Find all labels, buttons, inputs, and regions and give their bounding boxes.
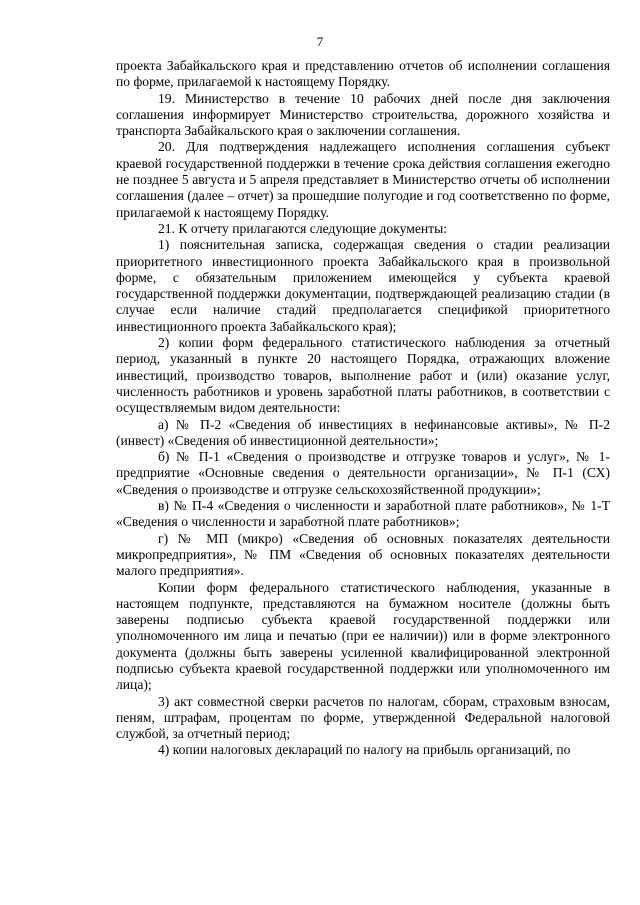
subitem-2: 2) копии форм федерального статистического наблюдения за отчетный период, указанный в пункте 20 настоящего Порядка, отражающих вложение инвестиций, производство товаров, выполнение работ и (или) оказание услуг, численность работников и уровень заработной платы работников, в соответствии с осуществляемым видом деятельности: [116,335,610,416]
subitem-2-a: а) № П-2 «Сведения об инвестициях в нефинансовые активы», № П-2 (инвест) «Сведения об инвестиционной деятельности»; [116,416,610,448]
subitem-2-v: в) № П-4 «Сведения о численности и заработной плате работников», № 1-Т «Сведения о численности и заработной плате работников»; [116,498,610,530]
paragraph-item-20: 20. Для подтверждения надлежащего исполнения соглашения субъект краевой государственной поддержки в течение срока действия соглашения ежегодно не позднее 5 августа и 5 апреля представляет в Министерство отчеты об исполнении соглашения (далее – отчет) за прошедшие полугодие и год соответственно по форме, прилагаемой к настоящему Порядку. [116,139,610,220]
subitem-2-b: б) № П-1 «Сведения о производстве и отгрузке товаров и услуг», № 1-предприятие «Основные сведения о деятельности организации», № П-1 (СХ) «Сведения о производстве и отгрузке сельскохозяйственной продукции»; [116,449,610,497]
subitem-2-g: г) № МП (микро) «Сведения об основных показателях деятельности микропредприятия», № ПМ «Сведения об основных показателях деятельности малого предприятия». [116,530,610,579]
document-body [116,58,610,759]
paragraph-item-21: 21. К отчету прилагаются следующие документы: [158,220,447,236]
page-number: 7 [316,34,324,49]
subitem-2-note: Копии форм федерального статистического наблюдения, указанные в настоящем подпункте, представляются на бумажном носителе (должны быть заверены подписью субъекта краевой государственной поддержки или уполномоченного им лица и печатью (при ее наличии)) или в форме электронного документа (должны быть заверены усиленной квалифицированной электронной подписью субъекта краевой государственной поддержки или уполномоченного им лица); [116,579,610,693]
paragraph-continuation: проекта Забайкальского края и представлению отчетов об исполнении соглашения по форме, прилагаемой к настоящему Порядку. [116,58,610,90]
subitem-1: 1) пояснительная записка, содержащая сведения о стадии реализации приоритетного инвестиционного проекта Забайкальского края в произвольной форме, с обязательным приложением имеющейся у субъекта краевой государственной поддержки документации, подтверждающей реализацию стадии (в случае если наличие стадий предполагается спецификой приоритетного инвестиционного проекта Забайкальского края); [116,237,610,334]
subitem-3: 3) акт совместной сверки расчетов по налогам, сборам, страховым взносам, пеням, штрафам, процентам по форме, утвержденной Федеральной налоговой службой, за отчетный период; [116,693,610,742]
paragraph-item-19: 19. Министерство в течение 10 рабочих дней после дня заключения соглашения информирует Министерство строительства, дорожного хозяйства и транспорта Забайкальского края о заключении соглашения. [116,90,610,139]
subitem-4: 4) копии налоговых деклараций по налогу на прибыль организаций, по [158,742,571,758]
